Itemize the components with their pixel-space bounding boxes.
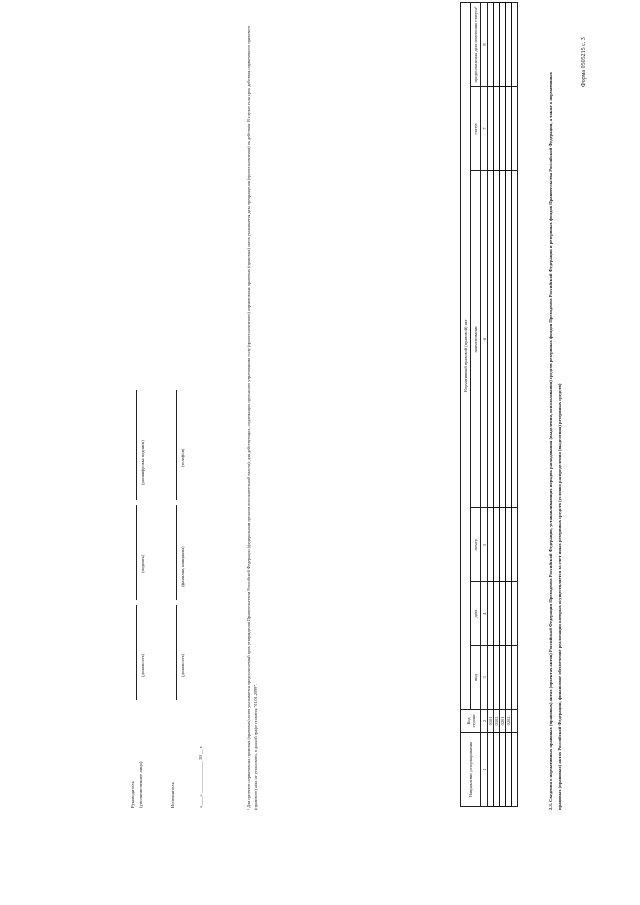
- executor-label: Исполнитель: [170, 782, 175, 808]
- col-num: 4: [481, 582, 488, 646]
- acts-table: [460, 2, 518, 807]
- table-header-row: [461, 3, 471, 807]
- col-status: статус: [471, 87, 481, 171]
- col-num: 3: [481, 646, 488, 710]
- signature-line: [136, 505, 137, 600]
- col-name: наименование: [471, 171, 481, 508]
- section-heading: 2.3. Сведения о нормативных правовых (правовых) актах (проектах актов) Российской Федерации Президента Российской Федерации, устанавливающих порядок расходования (выделения, использования) средств резервных фондов Президента Российской Федерации и резервных фондов Правительства Российской Федерации, а также о нормативных правовых (правовых) актах Российской Федерации, финансовое обеспечение реализации которых осуществляется за счет иных резервных средств (условно распределения (выделения) резервных средств): [548, 72, 562, 810]
- phone-caption: (телефон): [180, 448, 185, 467]
- position-line: [136, 605, 137, 700]
- name-line: [176, 505, 177, 600]
- head-sub: (уполномоченное лицо): [138, 761, 143, 808]
- column-numbers-row: [481, 3, 488, 807]
- row-code: 0102: [494, 709, 500, 732]
- cell: [512, 646, 518, 710]
- form-number: Форма 0505215 с. 3: [581, 37, 587, 87]
- signature-caption: (подпись): [140, 554, 145, 573]
- col-num: 5: [481, 508, 488, 582]
- position-caption-2: (должность): [180, 653, 185, 677]
- cell: [512, 508, 518, 582]
- col-direction: Направление резервирования: [461, 733, 481, 807]
- date-line: «____» ______________ 20 __ г.: [198, 745, 203, 808]
- col-date: дата: [471, 582, 481, 646]
- decode-caption: (расшифровка подписи): [140, 440, 145, 485]
- table-subheader-row: [471, 3, 481, 807]
- cell: [512, 582, 518, 646]
- col-number: номер: [471, 508, 481, 582]
- phone-line: [176, 390, 177, 500]
- col-num: 2: [481, 709, 488, 732]
- col-num: 7: [481, 87, 488, 171]
- name-caption: (фамилия, инициалы): [180, 546, 185, 587]
- row-code: 0201: [500, 709, 506, 732]
- cell: [512, 87, 518, 171]
- table-row: [512, 3, 518, 807]
- col-num: 1: [481, 733, 488, 807]
- col-expected-date: предполагаемая дата изменения статуса¹: [471, 3, 481, 87]
- cell: [512, 171, 518, 508]
- col-type: вид: [471, 646, 481, 710]
- decode-line: [136, 390, 137, 500]
- col-num: 6: [481, 171, 488, 508]
- group-header: Нормативный правовой (правовой) акт: [461, 3, 471, 710]
- head-label: Руководитель: [130, 781, 135, 808]
- row-code: [512, 709, 518, 732]
- cell: [512, 3, 518, 87]
- position-line-2: [176, 605, 177, 700]
- row-code: 0101: [488, 709, 494, 732]
- footnote: ¹ Для проектов нормативных правовых (правовых) актов указывается предполагаемый срок утверждения Правительством Российской Федерации (федеральным органом исполнительной власти); для действующих, подлежащих признанию утратившими силу (приостановлению) нормативных правовых (правовых) актов указывается дата прекращения (приостановления) их действия. В случае если срок действия нормативного правового (правового) акта не установлен, в данной графе ставится "01.01.2099".: [246, 25, 258, 810]
- col-code: Код строки: [461, 709, 481, 732]
- row-code: 0202: [506, 709, 512, 732]
- col-num: 8: [481, 3, 488, 87]
- position-caption: (должность): [140, 653, 145, 677]
- cell: [512, 733, 518, 807]
